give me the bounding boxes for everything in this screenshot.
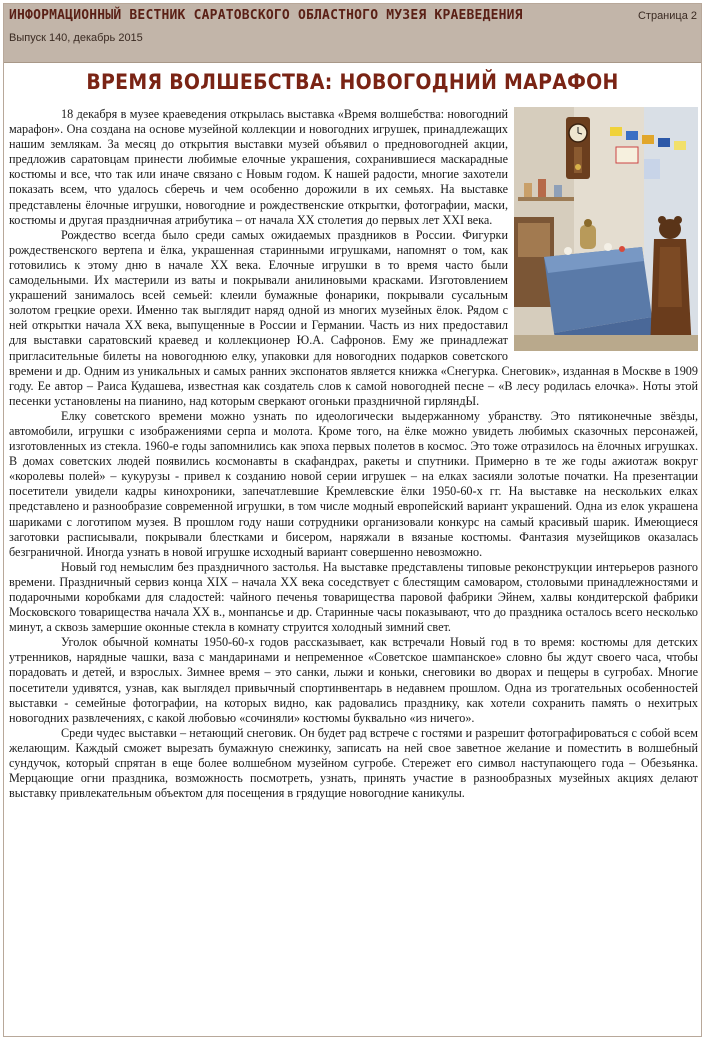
article-body [9,107,698,1032]
page-number: Страница 2 [637,10,697,22]
article-paragraph: Среди чудес выставки – нетающий снеговик. Он будет рад встрече с гостями и разрешит фотографироваться с собой всем желающим. Каждый сможет вырезать бумажную снежинку, записать на ней свое заветное желание и поместить в волшебный сундучок, который спрятан в еще более волшебном музейном сугробе. Стережет его символ наступающего года – Обезьянка. Мерцающие огни праздника, возможность посмотреть, узнать, принять участие в разнообразных музейных акциях делают выставку привлекательным объектом для посещения в грядущие новогодние каникулы. [9,725,698,801]
newsletter-masthead: ИНФОРМАЦИОННЫЙ ВЕСТНИК САРАТОВСКОГО ОБЛАСТНОГО МУЗЕЯ КРАЕВЕДЕНИЯ [9,8,523,23]
article-paragraph: Рождество всегда было среди самых ожидаемых праздников в России. Фигурки рождественского вертепа и ёлка, украшенная старинными игрушками, напомнят о том, как готовились к этому дню в начале XX века. Елочные игрушки в то время часто были самодельными. Их мастерили из ваты и покрывали анилиновыми красками. Изготовлением украшений занималось всей семьей: клеили бумажные фонарики, покрывали сусальным золотом грецкие орехи. Именно так выглядит наряд одной из многих музейных ёлок. Рядом с ней открытки начала XX века, выпущенные в России и Германии. Часть из них предоставил для выставки саратовский краевед и коллекционер Ю.А. Сафронов. Ему же принадлежат пригласительные билеты на новогоднюю елку, упаковки для новогодних подарков советского времени и др. Одним из уникальных и самых ранних экспонатов является книжка «Снегурка. Снеговик», изданная в Москве в 1909 году. Ее автор – Раиса Кудашева, известная как создатель слов к самой новогодней песне – «В лесу родилась елочка». Ноты этой песенки установлены на пианино, над которым сверкают огоньки праздничной гирляндЫ. [9,227,698,408]
article-title: ВРЕМЯ ВОЛШЕБСТВА: НОВОГОДНИЙ МАРАФОН [86,70,619,94]
article-paragraph: Елку советского времени можно узнать по идеологически выдержанному убранству. Это пятиконечные звёзды, автомобили, игрушки с изображениями серпа и молота. Кроме того, на ёлке можно увидеть любимых сказочных персонажей, изготовленных из стекла. 1960-е годы запомнились как эпоха первых полетов в космос. Это тоже отразилось на ёлочных игрушках. В домах советских людей появились космонавты в скафандрах, ракеты и спутники. Примерно в те же годы ажиотаж вокруг «королевы полей» – кукурузы - привел к созданию новой серии игрушек – на елках засияли золотые початки. На презентации посетители увидели кадры кинохроники, запечатлевшие Кремлевские ёлки 1950-60-х гг. На выставке на нескольких елках представлено и разнообразие современной игрушки, в том числе модный европейский вариант украшений. Одна из елок украшена шариками с логотипом музея. В прошлом году наши сотрудники организовали конкурс на самый красивый шарик. Имеющиеся заготовки расписывали, покрывали блестками и бисером, наряжали в вязаные костюмы. Фантазия музейщиков оказалась безграничной. Иногда узнать в новой игрушке исходный вариант совершенно невозможно. [9,408,698,559]
article-paragraph: 18 декабря в музее краеведения открылась выставка «Время волшебства: новогодний марафон». Она создана на основе музейной коллекции и новогодних игрушек, принадлежащих нашим землякам. За месяц до открытия выставки музей объявил о предновогодней акции, предложив саратовцам принести любимые елочные украшения, сохранившиеся маскарадные костюмы и все, что так или иначе связано с Новым годом. К нашей радости, многие захотели показать всем, что удалось сберечь и чем особенно дорожили в их семьях. На выставке представлены ёлочные игрушки, новогодние и рождественские открытки, фотографии, маски, костюмы и другая праздничная атрибутика – от начала XX столетия до первых лет XXI века. [9,107,508,227]
exhibition-photo [514,107,698,351]
article-paragraph: Новый год немыслим без праздничного застолья. На выставке представлены типовые реконструкции интерьеров разного времени. Праздничный сервиз конца XIX – начала XX века соседствует с блестящим самоваром, столовыми принадлежностями и подарочными коробками для сладостей: чайного печенья товарищества паровой фабрики Эйнем, халвы кондитерской фабрики Московского товарищества начала XX в., монпансье и др. Старинные часы показывают, что до праздника осталось всего несколько минут, а сквозь замершие оконные стекла в комнату струится холодный зимний свет. [9,559,698,635]
page-header [4,4,701,63]
issue-info: Выпуск 140, декабрь 2015 [9,32,143,44]
article-paragraph: Уголок обычной комнаты 1950-60-х годов рассказывает, как встречали Новый год в то время: костюмы для детских утренников, нарядные чашки, ваза с мандаринами и непременное «Советское шампанское» словно бы ждут своего часа, чтобы порадовать и детей, и взрослых. Зимнее время – это санки, лыжи и коньки, снеговики во дворах и пещеры в сугробах. Многие посетители удивятся, узнав, как выглядел привычный спортинвентарь в недавнем прошлом. Одна из трогательных особенностей выставки - семейные фотографии, на которых видно, как радовались празднику, как хотели сохранить память о нехитрых новогодних развлечениях, с какой любовью «сочиняли» костюмы буквально «из ничего». [9,635,698,725]
newsletter-page [3,3,702,1037]
